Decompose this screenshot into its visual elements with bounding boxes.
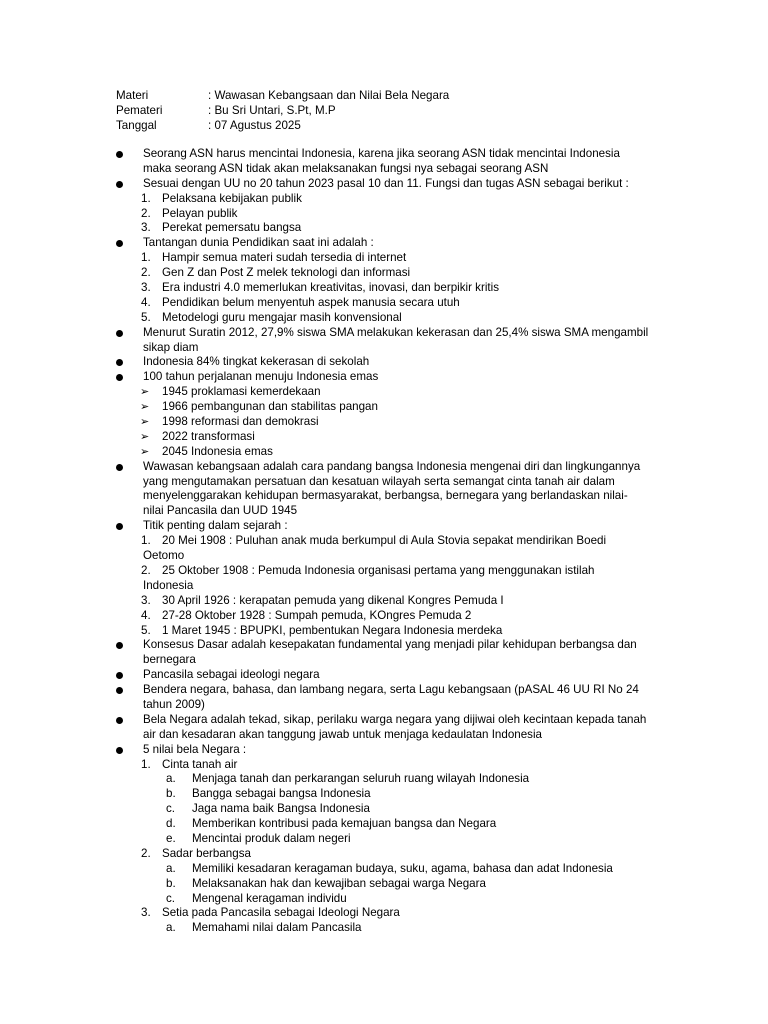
continuation-line xyxy=(0,579,768,594)
list-marker: 4. xyxy=(141,608,151,622)
pemateri-value: : Bu Sri Untari, S.Pt, M.P xyxy=(208,104,336,117)
continuation-line xyxy=(0,698,768,713)
item-text: Bela Negara adalah tekad, sikap, perilaku warga negara yang dijiwai oleh kecintaan kepada tanah xyxy=(143,712,647,726)
item-text: Oetomo xyxy=(143,549,185,563)
list-item xyxy=(0,609,768,624)
list-marker: a. xyxy=(166,921,176,935)
item-text: Bangga sebagai bangsa Indonesia xyxy=(192,787,371,801)
item-text: Indonesia 84% tingkat kekerasan di sekolah xyxy=(143,355,370,369)
item-text: bernegara xyxy=(143,653,196,667)
list-marker: 3. xyxy=(141,281,151,295)
item-text: air dan kesadaran akan tanggung jawab untuk menjaga kedaulatan Indonesia xyxy=(143,727,542,741)
item-text: 1 Maret 1945 : BPUPKI, pembentukan Negara Indonesia merdeka xyxy=(162,623,503,637)
list-item xyxy=(0,832,768,847)
list-item xyxy=(0,921,768,936)
item-text: sikap diam xyxy=(143,340,199,354)
bullet-icon xyxy=(116,181,123,188)
list-item xyxy=(0,192,768,207)
item-text: maka seorang ASN tidak akan melaksanakan fungsi nya sebagai seorang ASN xyxy=(143,161,549,175)
bullet-icon xyxy=(116,672,123,679)
item-text: 1966 pembangunan dan stabilitas pangan xyxy=(162,400,378,414)
list-item xyxy=(0,207,768,222)
header-block xyxy=(116,88,449,133)
list-marker: 5. xyxy=(141,623,151,637)
list-marker: 2. xyxy=(141,846,151,860)
item-text: nilai Pancasila dan UUD 1945 xyxy=(143,504,298,518)
list-item xyxy=(0,147,768,162)
pemateri-row xyxy=(116,103,449,118)
item-text: Titik penting dalam sejarah : xyxy=(143,519,288,533)
list-marker: a. xyxy=(166,772,176,786)
bullet-icon xyxy=(116,464,123,471)
list-item xyxy=(0,906,768,921)
item-text: 25 Oktober 1908 : Pemuda Indonesia organisasi pertama yang menggunakan istilah xyxy=(162,563,595,577)
tanggal-row xyxy=(116,118,449,133)
item-text: Indonesia xyxy=(143,578,194,592)
bullet-icon xyxy=(116,687,123,694)
list-item xyxy=(0,758,768,773)
bullet-icon xyxy=(116,374,123,381)
list-marker: 4. xyxy=(141,295,151,309)
list-item xyxy=(0,802,768,817)
item-text: Pelayan publik xyxy=(162,206,238,220)
pemateri-label: Pemateri xyxy=(116,104,163,117)
item-text: 2045 Indonesia emas xyxy=(162,444,273,458)
list-marker: 3. xyxy=(141,906,151,920)
item-text: Memberikan kontribusi pada kemajuan bangsa dan Negara xyxy=(192,817,497,831)
item-text: Mencintai produk dalam negeri xyxy=(192,831,351,845)
list-item xyxy=(0,266,768,281)
item-text: Bendera negara, bahasa, dan lambang negara, serta Lagu kebangsaan (pASAL 46 UU RI No 24 xyxy=(143,683,639,697)
list-item xyxy=(0,251,768,266)
item-text: Gen Z dan Post Z melek teknologi dan informasi xyxy=(162,266,411,280)
bullet-icon xyxy=(116,330,123,337)
item-text: tahun 2009) xyxy=(143,697,205,711)
item-text: Sadar berbangsa xyxy=(162,846,251,860)
list-marker: 5. xyxy=(141,310,151,324)
bullet-icon xyxy=(116,642,123,649)
arrow-bullet-icon: ➢ xyxy=(140,416,150,429)
item-text: Era industri 4.0 memerlukan kreativitas, inovasi, dan berpikir kritis xyxy=(162,281,499,295)
item-text: Melaksanakan hak dan kewajiban sebagai warga Negara xyxy=(192,876,486,890)
list-item xyxy=(0,683,768,698)
item-text: Perekat pemersatu bangsa xyxy=(162,221,302,235)
item-text: Metodelogi guru mengajar masih konvensional xyxy=(162,310,402,324)
list-item xyxy=(0,743,768,758)
item-text: 100 tahun perjalanan menuju Indonesia emas xyxy=(143,370,379,384)
tanggal-value: : 07 Agustus 2025 xyxy=(208,119,301,132)
item-text: Memiliki kesadaran keragaman budaya, suku, agama, bahasa dan adat Indonesia xyxy=(192,861,613,875)
item-text: 5 nilai bela Negara : xyxy=(143,742,247,756)
list-marker: 1. xyxy=(141,534,151,548)
bullet-icon xyxy=(116,240,123,247)
list-item xyxy=(0,281,768,296)
list-item xyxy=(0,564,768,579)
list-marker: 3. xyxy=(141,221,151,235)
list-marker: 3. xyxy=(141,593,151,607)
continuation-line xyxy=(0,653,768,668)
item-text: Pelaksana kebijakan publik xyxy=(162,191,302,205)
list-item xyxy=(0,326,768,341)
materi-label: Materi xyxy=(116,89,149,102)
item-text: 1945 proklamasi kemerdekaan xyxy=(162,385,321,399)
list-marker: 1. xyxy=(141,757,151,771)
list-marker: c. xyxy=(166,802,176,816)
item-text: Pendidikan belum menyentuh aspek manusia secara utuh xyxy=(162,295,460,309)
item-text: 27-28 Oktober 1928 : Sumpah pemuda, KOngres Pemuda 2 xyxy=(162,608,472,622)
list-item xyxy=(0,787,768,802)
list-marker: 2. xyxy=(141,266,151,280)
bullet-icon xyxy=(116,359,123,366)
list-marker: 1. xyxy=(141,251,151,265)
continuation-line xyxy=(0,504,768,519)
bullet-icon xyxy=(116,523,123,530)
list-item xyxy=(0,460,768,475)
list-item xyxy=(0,668,768,683)
list-item xyxy=(0,311,768,326)
list-marker: a. xyxy=(166,861,176,875)
arrow-bullet-icon: ➢ xyxy=(140,386,150,399)
item-text: Setia pada Pancasila sebagai Ideologi Negara xyxy=(162,906,400,920)
item-text: yang mengutamakan persatuan dan kesatuan wilayah serta semangat cinta tanah air dalam xyxy=(143,474,615,488)
tanggal-label: Tanggal xyxy=(116,119,157,132)
item-text: Hampir semua materi sudah tersedia di internet xyxy=(162,251,407,265)
list-item xyxy=(0,772,768,787)
list-item xyxy=(0,236,768,251)
item-text: Pancasila sebagai ideologi negara xyxy=(143,668,320,682)
notes-body xyxy=(0,147,768,936)
list-item xyxy=(0,430,768,445)
item-text: Cinta tanah air xyxy=(162,757,238,771)
item-text: 1998 reformasi dan demokrasi xyxy=(162,415,319,429)
list-item xyxy=(0,594,768,609)
list-item xyxy=(0,519,768,534)
materi-row xyxy=(116,88,449,103)
continuation-line xyxy=(0,489,768,504)
list-marker: 2. xyxy=(141,563,151,577)
list-item xyxy=(0,400,768,415)
list-marker: c. xyxy=(166,891,176,905)
list-item xyxy=(0,713,768,728)
item-text: Menjaga tanah dan perkarangan seluruh ruang wilayah Indonesia xyxy=(192,772,530,786)
list-marker: 2. xyxy=(141,206,151,220)
item-text: Memahami nilai dalam Pancasila xyxy=(192,921,362,935)
list-item xyxy=(0,415,768,430)
arrow-bullet-icon: ➢ xyxy=(140,401,150,414)
arrow-bullet-icon: ➢ xyxy=(140,430,150,443)
continuation-line xyxy=(0,475,768,490)
list-item xyxy=(0,847,768,862)
item-text: menyelenggarakan kehidupan bermasyarakat, berbangsa, bernegara yang berlandaskan nilai- xyxy=(143,489,628,503)
continuation-line xyxy=(0,728,768,743)
list-item xyxy=(0,624,768,639)
list-item xyxy=(0,221,768,236)
list-marker: b. xyxy=(166,876,176,890)
list-item xyxy=(0,638,768,653)
item-text: 2022 transformasi xyxy=(162,429,255,443)
list-item xyxy=(0,385,768,400)
list-marker: 1. xyxy=(141,191,151,205)
item-text: Konsesus Dasar adalah kesepakatan fundamental yang menjadi pilar kehidupan berbangsa dan xyxy=(143,638,637,652)
list-item xyxy=(0,355,768,370)
item-text: Menurut Suratin 2012, 27,9% siswa SMA melakukan kekerasan dan 25,4% siswa SMA mengambil xyxy=(143,325,649,339)
materi-value: : Wawasan Kebangsaan dan Nilai Bela Negara xyxy=(208,89,450,102)
list-item xyxy=(0,877,768,892)
item-text: Jaga nama baik Bangsa Indonesia xyxy=(192,802,370,816)
list-item xyxy=(0,177,768,192)
list-marker: b. xyxy=(166,787,176,801)
continuation-line xyxy=(0,162,768,177)
list-item xyxy=(0,296,768,311)
list-item xyxy=(0,862,768,877)
bullet-icon xyxy=(116,151,123,158)
arrow-bullet-icon: ➢ xyxy=(140,445,150,458)
list-item xyxy=(0,892,768,907)
list-item xyxy=(0,370,768,385)
item-text: Mengenal keragaman individu xyxy=(192,891,347,905)
bullet-icon xyxy=(116,747,123,754)
list-item xyxy=(0,817,768,832)
list-item xyxy=(0,534,768,549)
item-text: 20 Mei 1908 : Puluhan anak muda berkumpul di Aula Stovia sepakat mendirikan Boedi xyxy=(162,534,607,548)
list-marker: d. xyxy=(166,817,176,831)
item-text: Wawasan kebangsaan adalah cara pandang bangsa Indonesia mengenai diri dan lingkungannya xyxy=(143,459,641,473)
item-text: Tantangan dunia Pendidikan saat ini adalah : xyxy=(143,236,374,250)
continuation-line xyxy=(0,341,768,356)
bullet-icon xyxy=(116,717,123,724)
list-marker: e. xyxy=(166,831,176,845)
list-item xyxy=(0,445,768,460)
item-text: Seorang ASN harus mencintai Indonesia, karena jika seorang ASN tidak mencintai Indonesia xyxy=(143,147,620,160)
continuation-line xyxy=(0,549,768,564)
item-text: 30 April 1926 : kerapatan pemuda yang dikenal Kongres Pemuda I xyxy=(162,593,504,607)
item-text: Sesuai dengan UU no 20 tahun 2023 pasal 10 dan 11. Fungsi dan tugas ASN sebagai berikut : xyxy=(143,176,629,190)
